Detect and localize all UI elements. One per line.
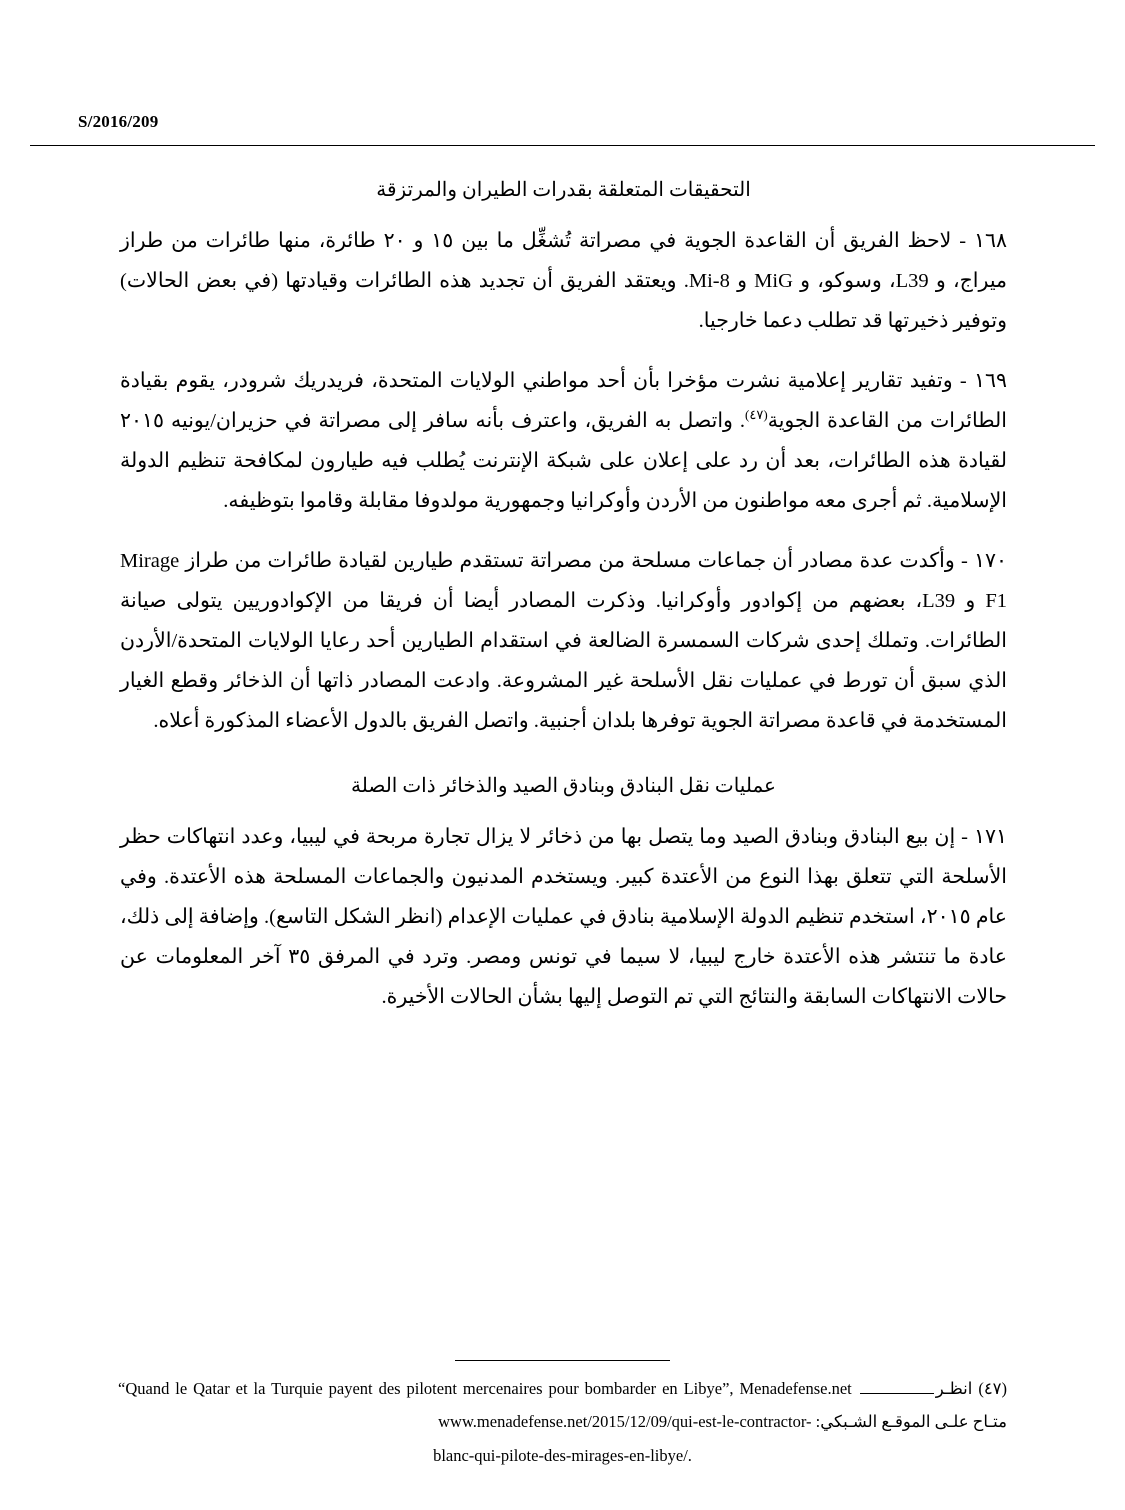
footnote-quote-title: “Quand le Qatar et la Turquie payent des pilotent mercenaires pour bombarder en Libye”, bbox=[118, 1379, 734, 1399]
footnote-url-part2[interactable]: blanc-qui-pilote-des-mirages-en-libye/. bbox=[433, 1445, 692, 1465]
paragraph-169 bbox=[120, 362, 1007, 522]
header-divider bbox=[30, 145, 1095, 146]
paragraph-170: ١٧٠ - وأكدت عدة مصادر أن جماعات مسلحة من مصراتة تستقدم طيارين لقيادة طائرات من طراز Mirage F1 و L39، بعضهم من إكوادور وأوكرانيا. وذكرت المصادر أيضا أن فريقا من الإكوادوريين يتولى صيانة الطائرات. وتملك إحدى شركات السمسرة الضالعة في استقدام الطيارين أحد رعايا الولايات المتحدة/الأردن الذي سبق أن تورط في عمليات نقل الأسلحة غير المشروعة. وادعت المصادر ذاتها أن الذخائر وقطع الغيار المستخدمة في قاعدة مصراتة الجوية توفرها بلدان أجنبية. واتصل الفريق بالدول الأعضاء المذكورة أعلاه. bbox=[120, 549, 1007, 732]
page-header bbox=[78, 112, 1047, 132]
footnote-source-name: Menadefense.net bbox=[739, 1379, 852, 1399]
paragraph-169-text-part1: ١٦٩ - وتفيد تقارير إعلامية نشرت مؤخرا بأن أحد مواطني الولايات المتحدة، فريدريك شرودر، يقوم بقيادة الطائرات من القاعدة الجوية bbox=[120, 369, 1007, 432]
footnote-marker: (٤٧) bbox=[978, 1379, 1008, 1399]
paragraph-171: ١٧١ - إن بيع البنادق وبنادق الصيد وما يتصل بها من ذخائر لا يزال تجارة مربحة في ليبيا، وعدد انتهاكات حظر الأسلحة التي تتعلق بهذا النوع من الأعتدة كبير. ويستخدم المدنيون والجماعات المسلحة هذه الأعتدة. وفي عام ٢٠١٥، استخدم تنظيم الدولة الإسلامية بنادق في عمليات الإعدام (انظر الشكل التاسع). وإضافة إلى ذلك، عادة ما تنتشر هذه الأعتدة خارج ليبيا، لا سيما في تونس ومصر. وترد في المرفق ٣٥ آخر المعلومات عن حالات الانتهاكات السابقة والنتائج التي تم التوصل إليها بشأن الحالات الأخيرة. bbox=[120, 825, 1008, 1008]
footnote-47 bbox=[118, 1373, 1007, 1472]
paragraph-168: ١٦٨ - لاحظ الفريق أن القاعدة الجوية في مصراتة تُشغِّل ما بين ١٥ و ٢٠ طائرة، منها طائرات من طراز ميراج، و L39، وسوكو، و MiG و Mi-8. ويعتقد الفريق أن تجديد هذه الطائرات وقيادتها (في بعض الحالات) وتوفير ذخيرتها قد تطلب دعما خارجيا. bbox=[120, 230, 1007, 332]
paragraph-169-text-part2: . واتصل به الفريق، واعترف بأنه سافر إلى مصراتة في حزيران/يونيه ٢٠١٥ لقيادة هذه الطائرات، بعد أن رد على إعلان على شبكة الإنترنت يُطلب فيه طيارون لمكافحة تنظيم الدولة الإسلامية. ثم أجرى معه مواطنون من الأردن وأوكرانيا وجمهورية مولدوفا مقابلة وقاموا بتوظيفه. bbox=[120, 409, 1007, 512]
document-symbol: S/2016/209 bbox=[78, 112, 159, 131]
section-subheading-aviation: التحقيقات المتعلقة بقدرات الطيران والمرتزقة bbox=[376, 179, 751, 201]
document-body bbox=[120, 172, 1007, 1037]
footnote-url-part1[interactable]: www.menadefense.net/2015/12/09/qui-est-le-contractor- bbox=[438, 1411, 812, 1431]
footnote-area bbox=[118, 1360, 1007, 1472]
footnote-lead-text: انظـر bbox=[935, 1379, 973, 1399]
footnote-availability-text: متـاح علـى الموقـع الشـبكي: bbox=[815, 1411, 1007, 1431]
section-subheading-rifles: عمليات نقل البنادق وبنادق الصيد والذخائر ذات الصلة bbox=[351, 774, 776, 797]
footnote-divider bbox=[455, 1360, 670, 1361]
footnote-dash-rule bbox=[860, 1382, 934, 1394]
footnote-reference-47[interactable]: (٤٧) bbox=[745, 407, 768, 423]
